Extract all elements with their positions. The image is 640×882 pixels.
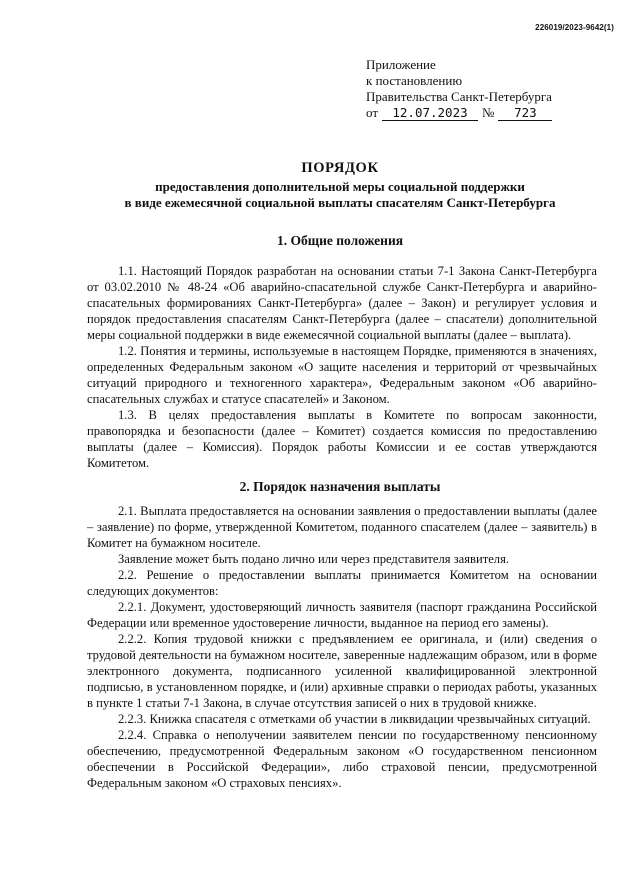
paragraph-2-2-1: 2.2.1. Документ, удостоверяющий личность заявителя (паспорт гражданина Российской Федерации или временное удостоверение личности, выданное на период его замены). xyxy=(87,600,597,630)
from-label: от xyxy=(366,105,379,120)
title-main: ПОРЯДОК xyxy=(301,160,379,176)
section-1-heading: 1. Общие положения xyxy=(276,233,404,248)
paragraph-1-1: 1.1. Настоящий Порядок разработан на основании статьи 7-1 Закона Санкт-Петербурга от 03.02.2010 № 48-24 «Об аварийно-спасательной службе Санкт-Петербурга и аварийно-спасательных формированиях Санкт-Петербурга» (далее – Закон) и регулирует условия и порядок предоставления спасателям Санкт-Петербурга (далее – спасатели) дополнительной меры социальной поддержки в виде ежемесячной социальной выплаты (далее – выплата). xyxy=(87,264,597,342)
resolution-date: 12.07.2023 xyxy=(382,106,478,121)
appendix-block xyxy=(366,57,552,121)
paragraph-2-2-2: 2.2.2. Копия трудовой книжки с предъявлением ее оригинала, и (или) сведения о трудовой деятельности на бумажном носителе, заверенные надлежащим образом, или в форме электронного документа, подписанного усиленной квалифицированной электронной подписью, в установленном порядке, и (или) архивные справки о периодах работы, указанных в пункте 1 статьи 7-1 Закона, в случае отсутствия записей о них в трудовой книжке. xyxy=(87,632,597,710)
document-number: 226019/2023-9642(1) xyxy=(535,23,614,32)
paragraph-2-2-3: 2.2.3. Книжка спасателя с отметками об участии в ликвидации чрезвычайных ситуаций. xyxy=(118,712,591,726)
section-1-body xyxy=(87,263,597,471)
paragraph-1-2: 1.2. Понятия и термины, используемые в настоящем Порядке, применяются в значениях, определенных Федеральным законом «О защите населения и территорий от чрезвычайных ситуаций природного и техногенного характера», Федеральным законом «Об аварийно-спасательных службах и статусе спасателей» и Законом. xyxy=(87,344,597,406)
paragraph-2-1: 2.1. Выплата предоставляется на основании заявления о предоставлении выплаты (далее – заявление) по форме, утвержденной Комитетом, поданного спасателем (далее – заявитель) в Комитет на бумажном носителе. xyxy=(87,504,597,550)
title-line-1: предоставления дополнительной меры социальной поддержки xyxy=(155,179,525,194)
document-title xyxy=(0,160,640,211)
paragraph-2-2: 2.2. Решение о предоставлении выплаты принимается Комитетом на основании следующих документов: xyxy=(87,568,597,598)
paragraph-2-1-note: Заявление может быть подано лично или через представителя заявителя. xyxy=(118,552,510,566)
appendix-line-1: Приложение xyxy=(366,57,436,72)
title-line-2: в виде ежемесячной социальной выплаты спасателям Санкт-Петербурга xyxy=(124,195,556,210)
number-label: № xyxy=(482,105,495,120)
section-2-heading: 2. Порядок назначения выплаты xyxy=(239,479,441,494)
resolution-number: 723 xyxy=(498,106,552,121)
section-2-body xyxy=(87,503,597,791)
resolution-number-line xyxy=(366,105,552,121)
appendix-line-3: Правительства Санкт-Петербурга xyxy=(366,89,552,104)
paragraph-1-3: 1.3. В целях предоставления выплаты в Комитете по вопросам законности, правопорядка и безопасности (далее – Комитет) создается комиссия по предоставлению выплаты (далее – Комиссия). Порядок работы Комиссии и ее состав утверждаются Комитетом. xyxy=(87,408,597,470)
paragraph-2-2-4: 2.2.4. Справка о неполучении заявителем пенсии по государственному пенсионному обеспечению, предусмотренной Федеральным законом «О государственном пенсионном обеспечении в Российской Федерации», либо страховой пенсии, предусмотренной Федеральным законом «О страховых пенсиях». xyxy=(87,728,597,790)
appendix-line-2: к постановлению xyxy=(366,73,463,88)
